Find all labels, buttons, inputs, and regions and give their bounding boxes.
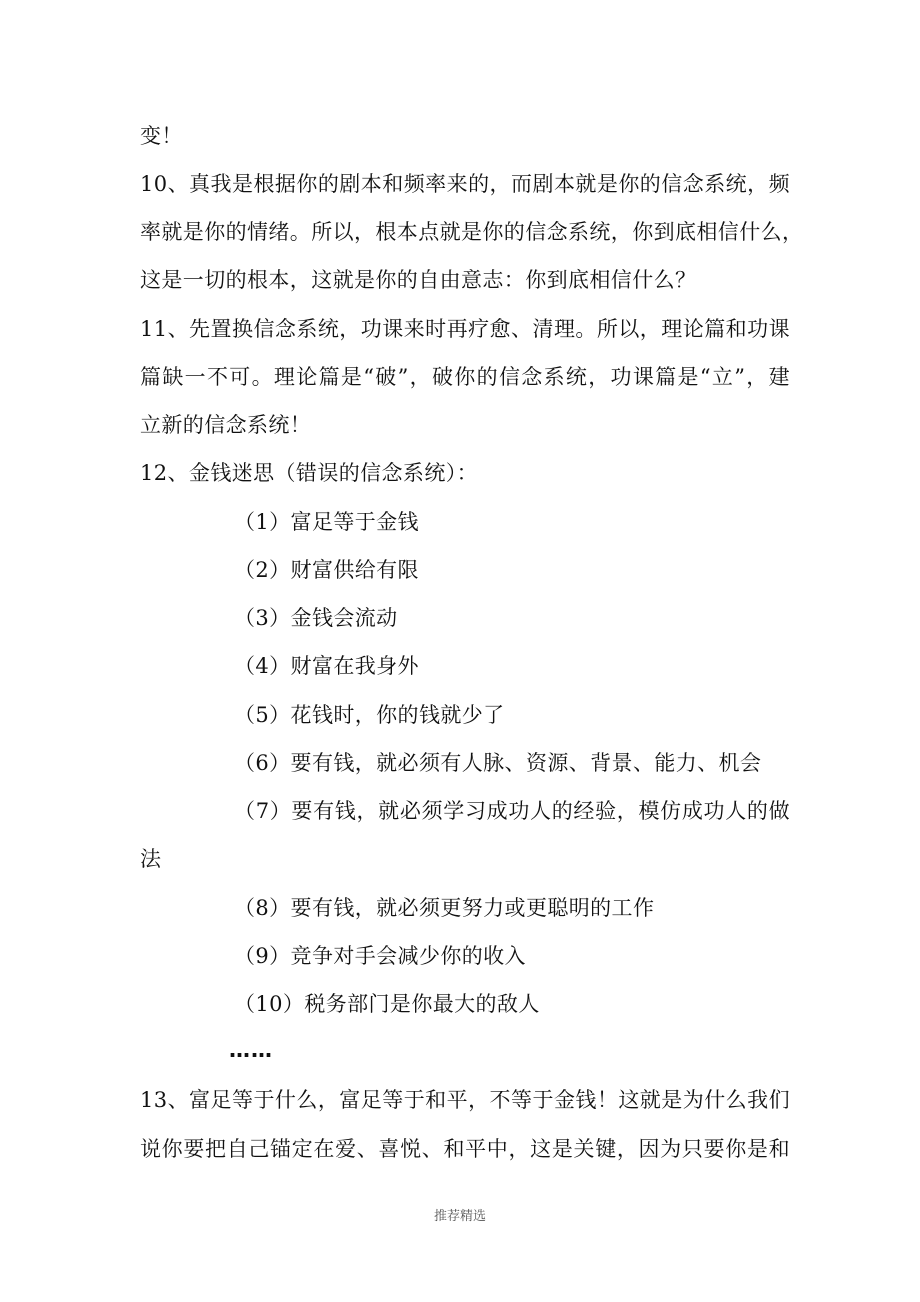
text-line: 变！ bbox=[140, 124, 183, 148]
list-item: （1）富足等于金钱 bbox=[234, 510, 419, 534]
text-line: 立新的信念系统！ bbox=[140, 413, 312, 437]
list-item: （5）花钱时，你的钱就少了 bbox=[234, 703, 505, 727]
text-line: 说你要把自己锚定在爱、喜悦、和平中，这是关键，因为只要你是和 bbox=[140, 1137, 790, 1161]
text-line: 这是一切的根本，这就是你的自由意志：你到底相信什么？ bbox=[140, 268, 697, 292]
text-line: 12、金钱迷思（错误的信念系统）： bbox=[140, 461, 479, 485]
list-item: （10）税务部门是你最大的敌人 bbox=[234, 992, 540, 1016]
text-line: 篇缺一不可。理论篇是“破”，破你的信念系统，功课篇是“立”，建 bbox=[140, 365, 790, 389]
ellipsis: …… bbox=[229, 1038, 273, 1062]
list-item: （6）要有钱，就必须有人脉、资源、背景、能力、机会 bbox=[234, 751, 762, 775]
list-item: （3）金钱会流动 bbox=[234, 606, 398, 630]
list-item: （4）财富在我身外 bbox=[234, 654, 419, 678]
text-line: 率就是你的情绪。所以，根本点就是你的信念系统，你到底相信什么， bbox=[140, 220, 804, 244]
list-item: （9）竞争对手会减少你的收入 bbox=[234, 944, 526, 968]
list-item: （2）财富供给有限 bbox=[234, 558, 419, 582]
text-line: 11、先置换信念系统，功课来时再疗愈、清理。所以，理论篇和功课 bbox=[140, 317, 790, 341]
page-footer: 推荐精选 bbox=[433, 1209, 486, 1224]
list-item: （7）要有钱，就必须学习成功人的经验，模仿成功人的做 bbox=[234, 799, 790, 823]
text-line: 10、真我是根据你的剧本和频率来的，而剧本就是你的信念系统，频 bbox=[140, 172, 790, 196]
list-item: （8）要有钱，就必须更努力或更聪明的工作 bbox=[234, 896, 655, 920]
text-line: 法 bbox=[140, 847, 162, 871]
text-line: 13、富足等于什么，富足等于和平，不等于金钱！这就是为什么我们 bbox=[140, 1088, 790, 1112]
